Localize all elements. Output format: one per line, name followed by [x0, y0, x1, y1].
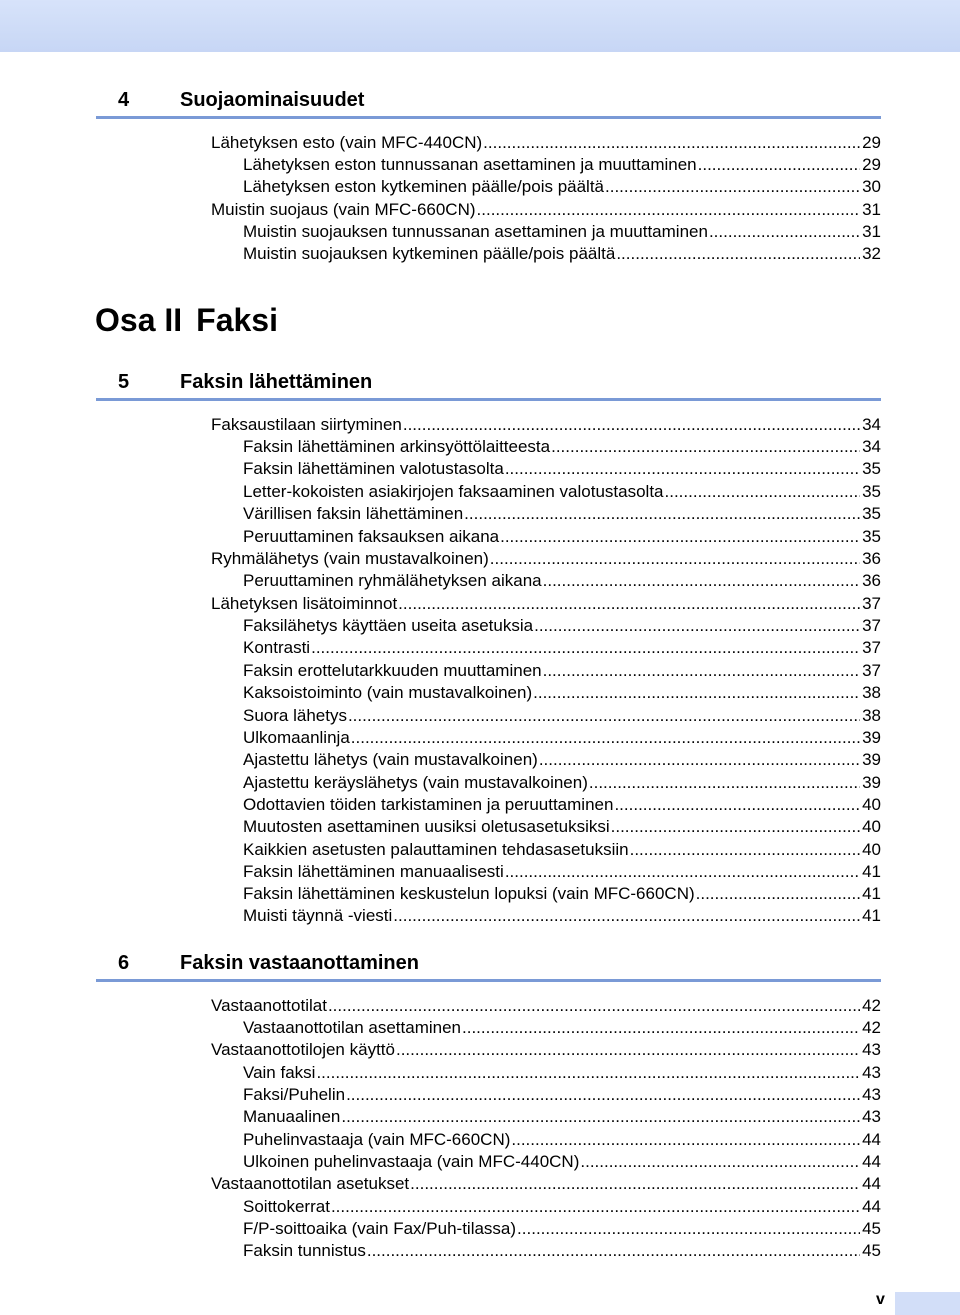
entry-page: 32 — [862, 244, 881, 263]
leader-dots — [589, 772, 860, 794]
toc-entry[interactable] — [211, 593, 881, 615]
entry-page: 40 — [862, 795, 881, 814]
part-name: Faksi — [196, 302, 278, 338]
toc-entry[interactable] — [243, 154, 881, 176]
entry-page: 39 — [862, 750, 881, 769]
leader-dots — [551, 436, 860, 458]
part-heading — [95, 302, 278, 339]
entry-title: Muisti täynnä -viesti — [243, 906, 393, 925]
entry-page: 36 — [862, 571, 881, 590]
entry-page: 39 — [862, 773, 881, 792]
leader-dots — [696, 883, 860, 905]
leader-dots — [505, 861, 860, 883]
toc-entry[interactable] — [211, 548, 881, 570]
entry-page: 41 — [862, 862, 881, 881]
entry-title: Vastaanottotilojen käyttö — [211, 1040, 395, 1059]
entry-page: 44 — [862, 1130, 881, 1149]
leader-dots — [483, 132, 860, 154]
entry-title: Ulkoinen puhelinvastaaja (vain MFC-440CN) — [243, 1152, 580, 1171]
entry-page: 35 — [862, 527, 881, 546]
toc-entry[interactable] — [211, 132, 881, 154]
leader-dots — [346, 1084, 860, 1106]
leader-dots — [605, 176, 860, 198]
chapter-title: Suojaominaisuudet — [180, 89, 365, 111]
toc-entry[interactable] — [243, 682, 881, 704]
toc-entry[interactable] — [243, 1218, 881, 1240]
toc-entry[interactable] — [243, 1084, 881, 1106]
entry-title: Faksin lähettäminen keskustelun lopuksi (vain MFC-660CN) — [243, 884, 695, 903]
entry-title: Faksi/Puhelin — [243, 1085, 346, 1104]
leader-dots — [709, 221, 860, 243]
entry-page: 44 — [862, 1197, 881, 1216]
leader-dots — [351, 727, 860, 749]
toc-entry[interactable] — [243, 705, 881, 727]
toc-entry[interactable] — [243, 526, 881, 548]
entry-title: Peruuttaminen faksauksen aikana — [243, 527, 500, 546]
toc-entry[interactable] — [243, 176, 881, 198]
entry-title: Ulkomaanlinja — [243, 728, 350, 747]
entry-page: 37 — [862, 594, 881, 613]
leader-dots — [341, 1106, 860, 1128]
entry-title: Kontrasti — [243, 638, 311, 657]
toc-entry[interactable] — [243, 1129, 881, 1151]
entry-page: 36 — [862, 549, 881, 568]
leader-dots — [517, 1218, 860, 1240]
toc-entry[interactable] — [243, 727, 881, 749]
entry-title: Faksin tunnistus — [243, 1241, 366, 1260]
leader-dots — [331, 1196, 860, 1218]
footer-band — [895, 1292, 960, 1315]
entry-title: Faksilähetys käyttäen useita asetuksia — [243, 616, 534, 635]
toc-entry[interactable] — [243, 660, 881, 682]
toc-entry[interactable] — [243, 861, 881, 883]
entry-page: 38 — [862, 706, 881, 725]
leader-dots — [311, 637, 860, 659]
entry-title: Faksin lähettäminen manuaalisesti — [243, 862, 504, 881]
entry-page: 37 — [862, 661, 881, 680]
entry-page: 44 — [862, 1152, 881, 1171]
leader-dots — [410, 1173, 860, 1195]
entry-title: Manuaalinen — [243, 1107, 341, 1126]
leader-dots — [398, 593, 860, 615]
chapter-title: Faksin vastaanottaminen — [180, 952, 419, 974]
leader-dots — [630, 839, 860, 861]
toc-entry[interactable] — [243, 1017, 881, 1039]
entry-page: 30 — [862, 177, 881, 196]
entry-page: 41 — [862, 884, 881, 903]
leader-dots — [543, 660, 860, 682]
leader-dots — [611, 816, 860, 838]
toc-entry[interactable] — [243, 570, 881, 592]
entry-page: 29 — [862, 155, 881, 174]
toc-entry[interactable] — [211, 995, 881, 1017]
entry-title: Lähetyksen eston tunnussanan asettaminen ja muuttaminen — [243, 155, 697, 174]
entry-page: 45 — [862, 1219, 881, 1238]
toc-entry[interactable] — [243, 221, 881, 243]
toc-entry[interactable] — [243, 1196, 881, 1218]
leader-dots — [533, 682, 860, 704]
leader-dots — [580, 1151, 860, 1173]
entry-title: Vastaanottotilan asettaminen — [243, 1018, 461, 1037]
toc-entry[interactable] — [211, 414, 881, 436]
part-label: Osa II — [95, 302, 183, 338]
chapter-heading-5 — [96, 368, 881, 401]
toc-entry[interactable] — [211, 1173, 881, 1195]
leader-dots — [543, 570, 860, 592]
entry-title: Muutosten asettaminen uusiksi oletusasetuksiksi — [243, 817, 610, 836]
entry-title: Vastaanottotilan asetukset — [211, 1174, 410, 1193]
leader-dots — [316, 1062, 860, 1084]
leader-dots — [539, 749, 860, 771]
entry-title: F/P-soittoaika (vain Fax/Puh-tilassa) — [243, 1219, 517, 1238]
entry-title: Värillisen faksin lähettäminen — [243, 504, 464, 523]
chapter-title: Faksin lähettäminen — [180, 371, 373, 393]
entry-page: 34 — [862, 415, 881, 434]
leader-dots — [490, 548, 860, 570]
entry-page: 38 — [862, 683, 881, 702]
entry-title: Muistin suojauksen kytkeminen päälle/pois päältä — [243, 244, 616, 263]
leader-dots — [505, 458, 860, 480]
chapter-heading-6 — [96, 949, 881, 982]
entry-title: Faksaustilaan siirtyminen — [211, 415, 402, 434]
entry-title: Ajastettu keräyslähetys (vain mustavalkoinen) — [243, 773, 588, 792]
toc-entry[interactable] — [243, 772, 881, 794]
chapter-number: 4 — [118, 89, 130, 111]
leader-dots — [393, 905, 860, 927]
entry-page: 35 — [862, 482, 881, 501]
toc-entry[interactable] — [243, 243, 881, 265]
entry-title: Ryhmälähetys (vain mustavalkoinen) — [211, 549, 489, 568]
chapter-number: 6 — [118, 952, 130, 974]
toc-entry[interactable] — [243, 615, 881, 637]
entry-page: 37 — [862, 638, 881, 657]
toc-entry[interactable] — [243, 637, 881, 659]
toc-entry[interactable] — [211, 1039, 881, 1061]
entry-page: 31 — [862, 200, 881, 219]
entry-title: Letter-kokoisten asiakirjojen faksaaminen valotustasolta — [243, 482, 664, 501]
entry-page: 31 — [862, 222, 881, 241]
toc-entry[interactable] — [243, 458, 881, 480]
entry-page: 40 — [862, 840, 881, 859]
chapter-heading-4 — [96, 86, 881, 119]
leader-dots — [328, 995, 860, 1017]
entry-title: Vain faksi — [243, 1063, 316, 1082]
entry-title: Lähetyksen lisätoiminnot — [211, 594, 398, 613]
entry-title: Kaikkien asetusten palauttaminen tehdasasetuksiin — [243, 840, 629, 859]
leader-dots — [403, 414, 860, 436]
entry-title: Muistin suojaus (vain MFC-660CN) — [211, 200, 476, 219]
toc-entry[interactable] — [243, 883, 881, 905]
entry-title: Ajastettu lähetys (vain mustavalkoinen) — [243, 750, 538, 769]
entry-page: 40 — [862, 817, 881, 836]
entry-title: Faksin erottelutarkkuuden muuttaminen — [243, 661, 542, 680]
entry-title: Faksin lähettäminen valotustasolta — [243, 459, 504, 478]
toc-entry[interactable] — [243, 749, 881, 771]
entry-title: Soittokerrat — [243, 1197, 330, 1216]
entry-page: 41 — [862, 906, 881, 925]
toc-entry[interactable] — [243, 436, 881, 458]
entry-title: Suora lähetys — [243, 706, 347, 725]
toc-entry[interactable] — [243, 816, 881, 838]
entry-page: 39 — [862, 728, 881, 747]
leader-dots — [348, 705, 860, 727]
entry-title: Kaksoistoiminto (vain mustavalkoinen) — [243, 683, 533, 702]
entry-page: 43 — [862, 1085, 881, 1104]
toc-entry[interactable] — [243, 503, 881, 525]
leader-dots — [462, 1017, 860, 1039]
toc-entry[interactable] — [243, 905, 881, 927]
toc-entry[interactable] — [243, 1106, 881, 1128]
entry-page: 43 — [862, 1040, 881, 1059]
entry-page: 35 — [862, 459, 881, 478]
leader-dots — [665, 481, 860, 503]
leader-dots — [464, 503, 860, 525]
entry-title: Faksin lähettäminen arkinsyöttölaitteesta — [243, 437, 551, 456]
leader-dots — [396, 1039, 860, 1061]
toc-entry[interactable] — [243, 1240, 881, 1262]
entry-title: Odottavien töiden tarkistaminen ja peruuttaminen — [243, 795, 614, 814]
leader-dots — [511, 1129, 860, 1151]
entry-title: Puhelinvastaaja (vain MFC-660CN) — [243, 1130, 511, 1149]
toc-entry[interactable] — [243, 1062, 881, 1084]
leader-dots — [367, 1240, 860, 1262]
entry-page: 42 — [862, 1018, 881, 1037]
leader-dots — [698, 154, 860, 176]
entry-page: 43 — [862, 1063, 881, 1082]
entry-page: 29 — [862, 133, 881, 152]
leader-dots — [477, 199, 860, 221]
leader-dots — [534, 615, 860, 637]
entry-page: 35 — [862, 504, 881, 523]
entry-title: Lähetyksen esto (vain MFC-440CN) — [211, 133, 483, 152]
entry-page: 45 — [862, 1241, 881, 1260]
entry-page: 34 — [862, 437, 881, 456]
entry-title: Lähetyksen eston kytkeminen päälle/pois päältä — [243, 177, 605, 196]
entry-page: 37 — [862, 616, 881, 635]
leader-dots — [614, 794, 860, 816]
toc-entry[interactable] — [243, 481, 881, 503]
entry-title: Peruuttaminen ryhmälähetyksen aikana — [243, 571, 542, 590]
entry-title: Vastaanottotilat — [211, 996, 327, 1015]
page-number: v — [876, 1291, 885, 1308]
toc-entry[interactable] — [211, 199, 881, 221]
chapter-number: 5 — [118, 371, 130, 393]
leader-dots — [616, 243, 860, 265]
entry-page: 42 — [862, 996, 881, 1015]
entry-page: 44 — [862, 1174, 881, 1193]
toc-entry[interactable] — [243, 1151, 881, 1173]
header-band — [0, 0, 960, 52]
toc-entry[interactable] — [243, 794, 881, 816]
entry-title: Muistin suojauksen tunnussanan asettaminen ja muuttaminen — [243, 222, 708, 241]
leader-dots — [500, 526, 860, 548]
entry-page: 43 — [862, 1107, 881, 1126]
toc-entry[interactable] — [243, 839, 881, 861]
